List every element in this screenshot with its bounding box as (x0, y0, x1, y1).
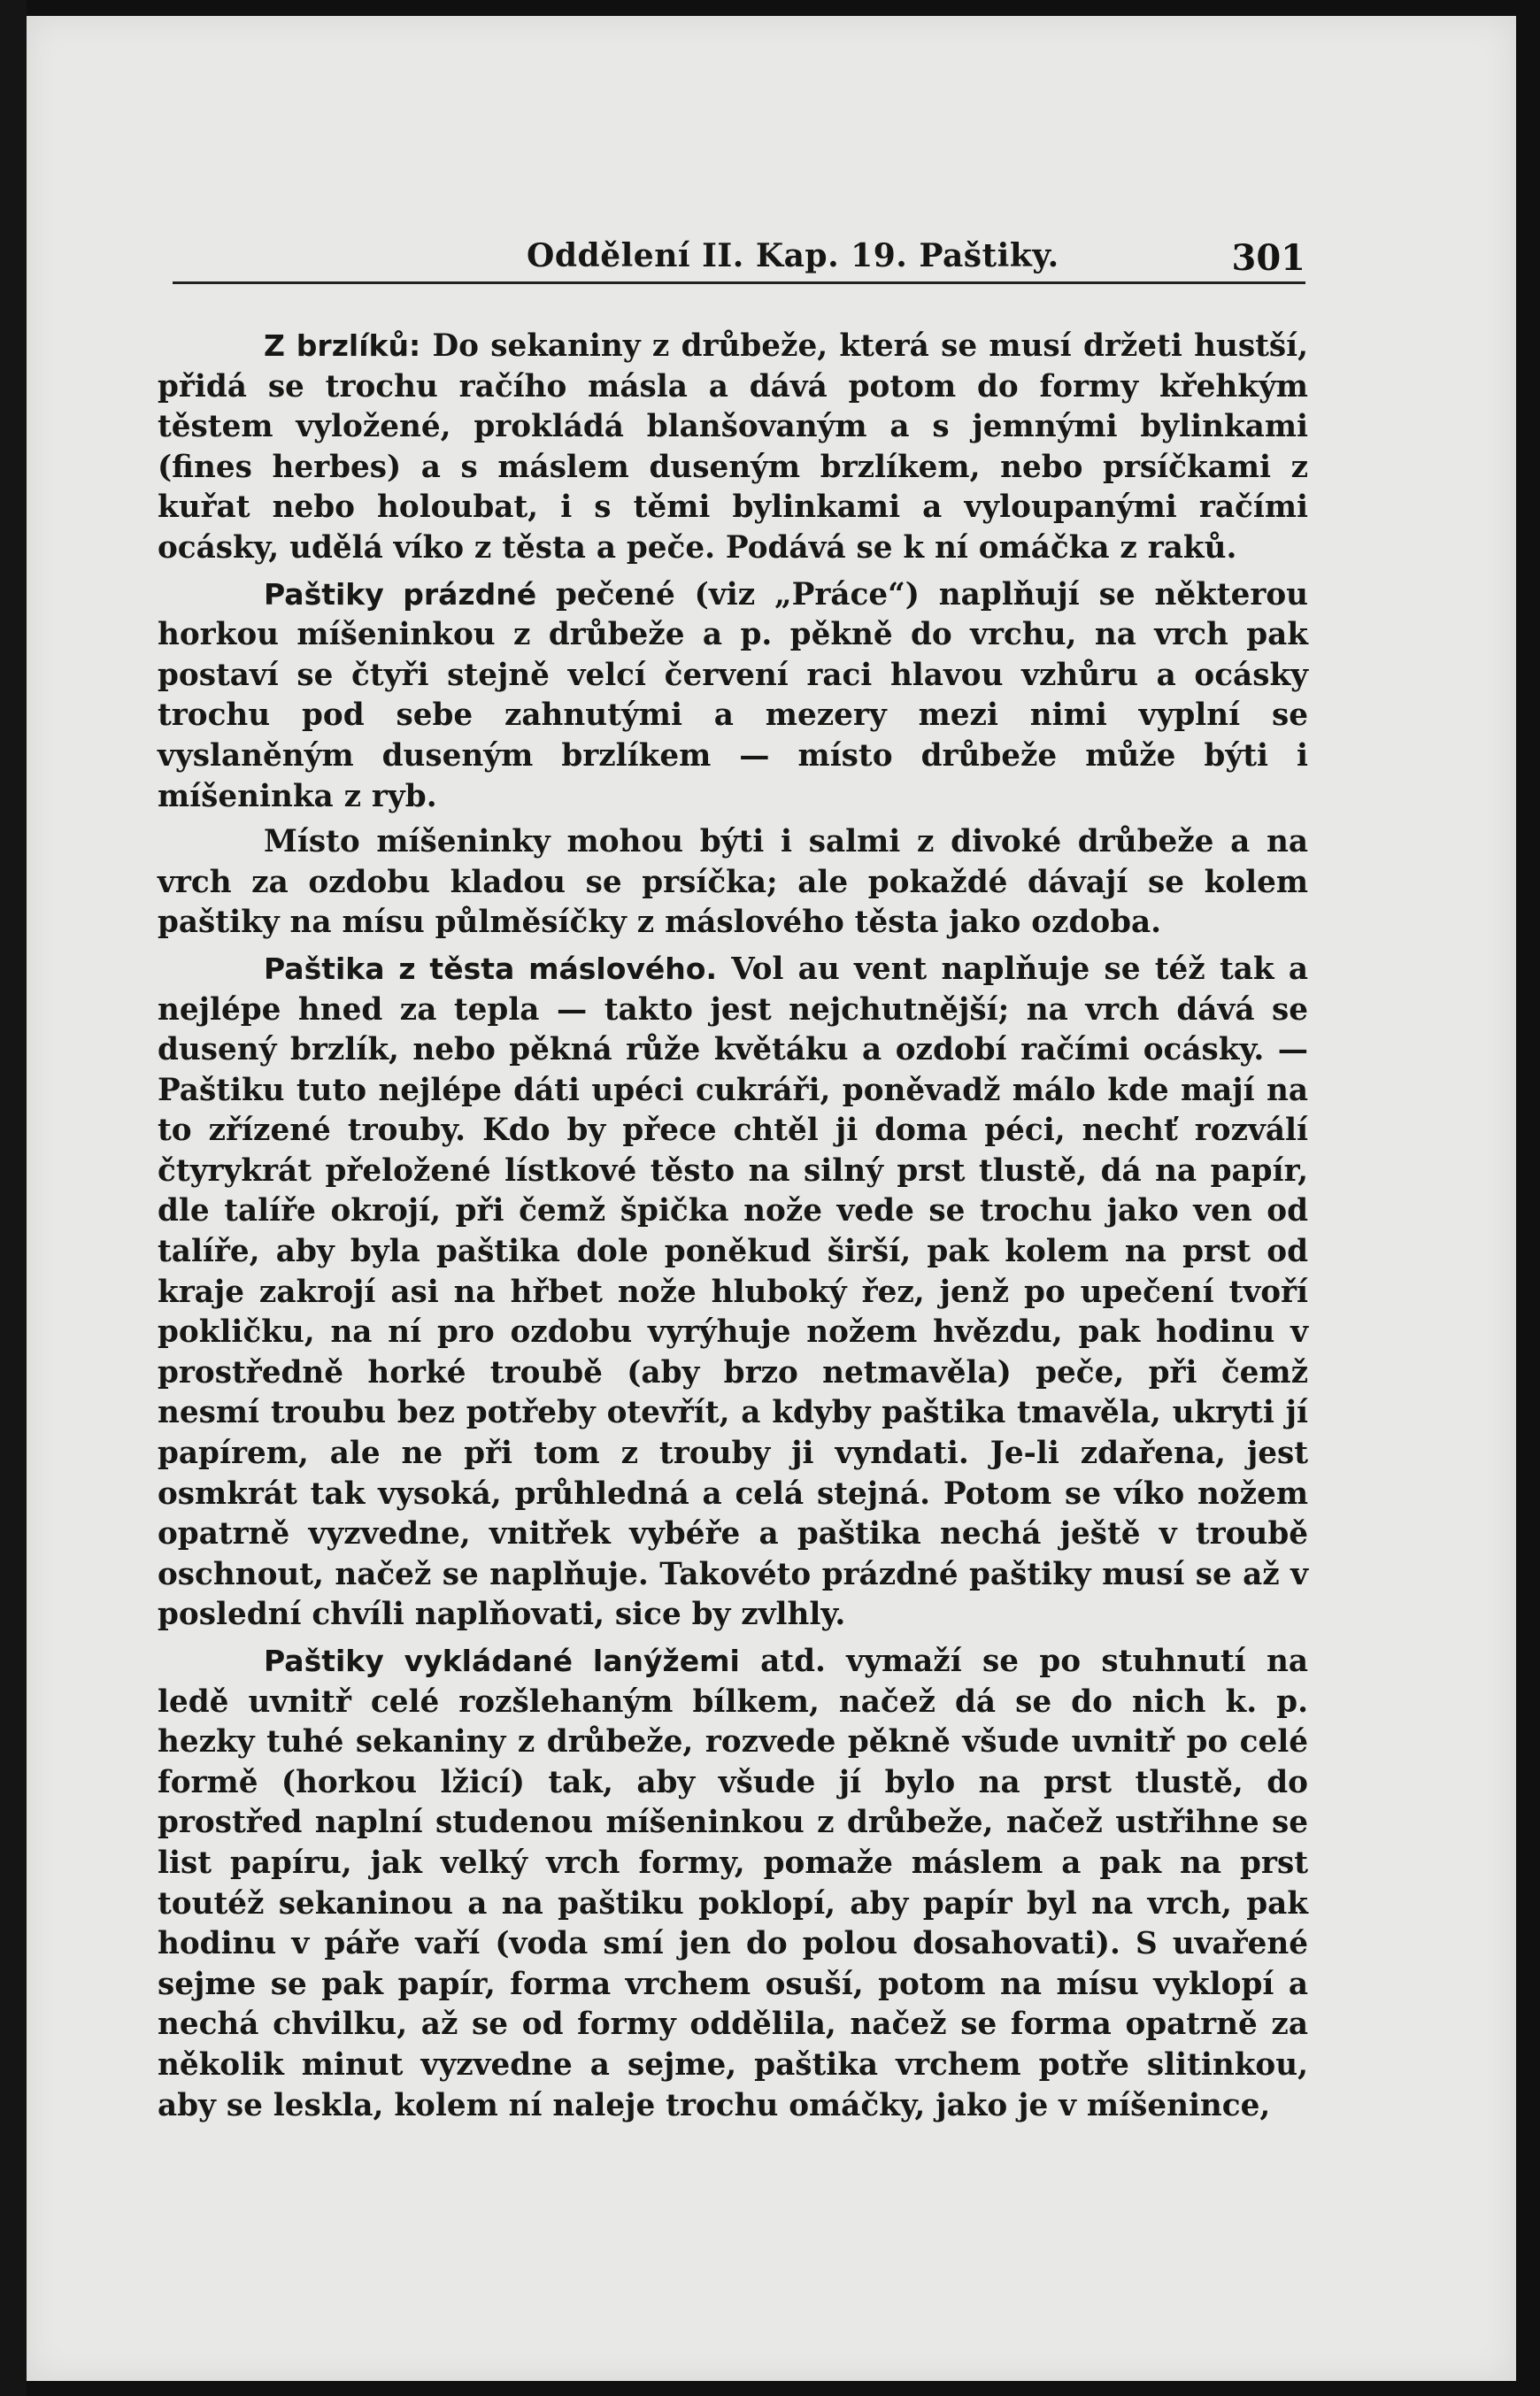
paragraph-misto-miseninky (158, 822, 1308, 944)
header-rule (173, 281, 1305, 284)
paragraph-heading: Paštiky prázdné (264, 576, 537, 612)
page-header (173, 228, 1305, 290)
paragraph-pastiky-prazdne (158, 574, 1308, 818)
paragraph-heading: Paštiky vykládané lanýžemi (264, 1644, 740, 1678)
paragraph-brzliky (158, 326, 1308, 569)
paragraph-pastika-z-testa (158, 949, 1308, 1636)
scan-left-edge (0, 0, 27, 2396)
running-head: Oddělení II. Kap. 19. Paštiky. (527, 237, 1059, 274)
paragraph-text: atd. vymaží se po stuhnutí na ledě uvnitř celé rozšlehaným bílkem, načež dá se do nich k. p. hezky tuhé sekaniny z drůbeže, rozvede pěkně všude uvnitř po celé formě (horkou lžicí) tak, aby všude jí bylo na prst tlustě, do prostřed naplní studenou míšeninkou z drůbeže, načež ustřihne se list papíru, jak velký vrch formy, pomaže máslem a pak na prst toutéž sekaninou a na paštiku poklopí, aby papír byl na vrch, pak hodinu v páře vaří (voda smí jen do polou dosahovati). S uvařené sejme se pak papír, forma vrchem osuší, potom na mísu vyklopí a nechá chvilku, až se od formy oddělila, načež se forma opatrně za několik minut vyzvedne a sejme, paštika vrchem potře slitinkou, aby se leskla, kolem ní naleje trochu omáčky, jako je v míšenince, (158, 1644, 1308, 2123)
paragraph-text: Do sekaniny z drůbeže, která se musí držeti hustší, přidá se trochu račího másla a dává potom do formy křehkým těstem vyložené, prokládá blanšovaným a s jemnými bylinkami (fines herbes) a s máslem duseným brzlíkem, nebo prsíčkami z kuřat nebo holoubat, i s těmi bylinkami a vyloupanými račími ocásky, udělá víko z těsta a peče. Podává se k ní omáčka z raků. (158, 328, 1309, 566)
paragraph-heading: Paštika z těsta máslového. (264, 951, 717, 986)
paragraph-heading: Z brzlíků: (264, 328, 421, 363)
paragraph-text: Vol au vent naplňuje se též tak a nejlépe hned za tepla — takto jest nejchutnější; na vrch dává se dusený brzlík, nebo pěkná růže květáku a ozdobí račími ocásky. — Paštiku tuto nejlépe dáti upéci cukráři, poněvadž málo kde mají na to zřízené trouby. Kdo by přece chtěl ji doma péci, nechť rozválí čtyrykrát přeložené lístkové těsto na silný prst tlustě, dá na papír, dle talíře okrojí, při čemž špička nože vede se trochu jako ven od talíře, aby byla paštika dole poněkud širší, pak kolem na prst od kraje zakrojí asi na hřbet nože hluboký řez, jenž po upečení tvoří pokličku, na ní pro ozdobu vyrýhuje nožem hvězdu, pak hodinu v prostředně horké troubě (aby brzo netmavěla) peče, při čemž nesmí troubu bez potřeby otevřít, a kdyby paštika tmavěla, ukryti jí papírem, ale ne při tom z trouby ji vyndati. Je-li zdařena, jest osmkrát tak vysoká, průhledná a celá stejná. Potom se víko nožem opatrně vyzvedne, vnitřek vybéře a paštika nechá ještě v troubě oschnout, načež se naplňuje. Takovéto prázdné paštiky musí se až v poslední chvíli naplňovati, sice by zvlhly. (158, 951, 1308, 1633)
body-text (158, 326, 1308, 2131)
page-number: 301 (1231, 237, 1305, 279)
paragraph-text: Místo míšeninky mohou býti i salmi z divoké drůbeže a na vrch za ozdobu kladou se prsíčka; ale pokaždé dávají se kolem paštiky na mísu půlměsíčky z máslového těsta jako ozdoba. (158, 824, 1308, 941)
paragraph-pastiky-vykladane (158, 1641, 1308, 2126)
paragraph-text: pečené (viz „Práce“) naplňují se některou horkou míšeninkou z drůbeže a p. pěkně do vrchu, na vrch pak postaví se čtyři stejně velcí červení raci hlavou vzhůru a ocásky trochu pod sebe zahnutými a mezery mezi nimi vyplní se vyslaněným duseným brzlíkem — místo drůbeže může býti i míšeninka z ryb. (158, 576, 1308, 814)
book-page (27, 16, 1516, 2381)
